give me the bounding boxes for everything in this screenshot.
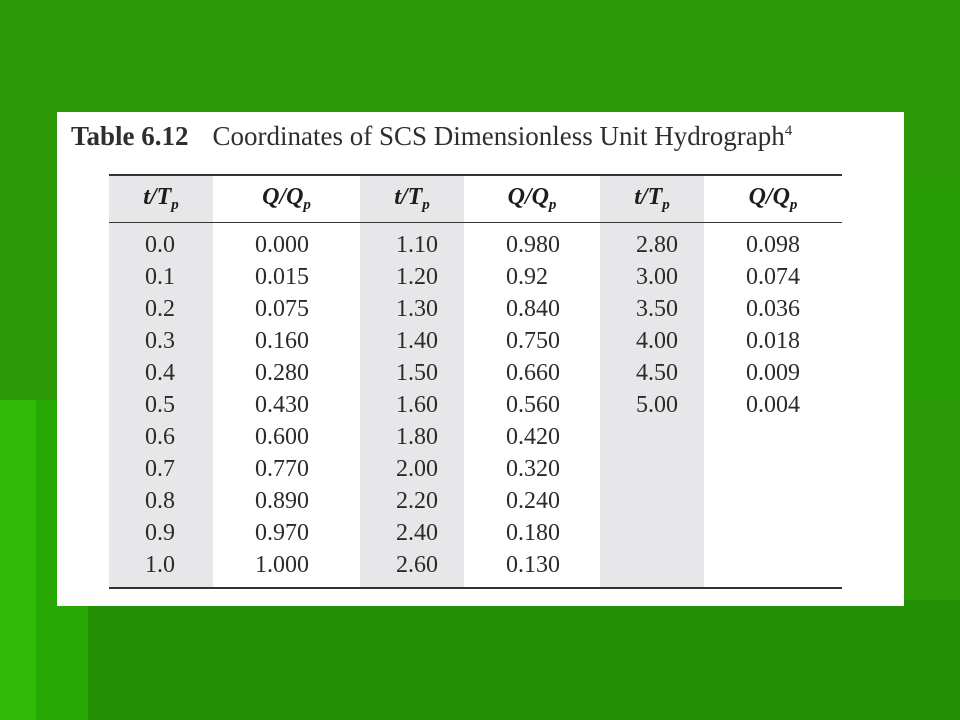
table-cell-t-tp: 2.80 <box>600 223 704 262</box>
table-row <box>109 549 842 588</box>
table-cell-empty <box>600 453 704 485</box>
table-row <box>109 389 842 421</box>
table-cell-q-qp: 0.018 <box>746 327 800 354</box>
table-cell-q-qp: 0.280 <box>255 359 309 386</box>
table-cell-t-tp: 4.00 <box>600 325 704 357</box>
table-cell-t-tp: 3.50 <box>600 293 704 325</box>
table-cell-t-tp: 3.00 <box>600 261 704 293</box>
table-cell-q-qp: 0.660 <box>506 359 560 386</box>
background-band <box>88 600 960 720</box>
table-cell-t-tp: 4.50 <box>600 357 704 389</box>
header-q-over-qp: $Q/Q_p$ <box>704 175 842 223</box>
table-cell-q-qp: 0.980 <box>506 231 560 258</box>
table-cell-t-tp: 2.20 <box>360 485 464 517</box>
header-q-over-qp: $Q/Q_p$ <box>464 175 600 223</box>
table-cell-t-tp: 0.7 <box>109 453 213 485</box>
table-row <box>109 293 842 325</box>
table-cell-q-qp: 0.130 <box>464 549 600 588</box>
table-cell-q-qp: 0.92 <box>506 263 548 290</box>
table-cell-q-qp: 0.180 <box>506 519 560 546</box>
table-cell-empty <box>704 549 842 588</box>
table-cell-t-tp: 2.40 <box>360 517 464 549</box>
table-number: Table 6.12 <box>71 121 189 151</box>
table-row <box>109 517 842 549</box>
table-title: Coordinates of SCS Dimensionless Unit Hydrograph <box>212 121 785 151</box>
table-row <box>109 453 842 485</box>
table-cell-q-qp: 0.970 <box>255 519 309 546</box>
table-cell-q-qp: 0.074 <box>746 263 800 290</box>
table-cell-empty <box>704 453 842 485</box>
table-cell-q-qp: 0.000 <box>255 231 309 258</box>
table-cell-t-tp: 1.0 <box>109 549 213 588</box>
header-t-over-tp: $t/T_p$ <box>360 175 464 223</box>
table-cell-q-qp: 0.009 <box>746 359 800 386</box>
table-cell-q-qp: 0.770 <box>255 455 309 482</box>
table-cell-t-tp: 1.60 <box>360 389 464 421</box>
header-t-over-tp: $t/T_p$ <box>600 175 704 223</box>
table-row <box>109 485 842 517</box>
table-cell-q-qp: 0.075 <box>255 295 309 322</box>
table-cell-q-qp: 0.560 <box>506 391 560 418</box>
table-header-row <box>109 175 842 223</box>
table-cell-t-tp: 0.9 <box>109 517 213 549</box>
table-cell-empty <box>704 485 842 517</box>
table-cell-t-tp: 1.30 <box>360 293 464 325</box>
table-cell-t-tp: 1.20 <box>360 261 464 293</box>
table-cell-q-qp: 0.160 <box>255 327 309 354</box>
table-cell-q-qp: 0.420 <box>506 423 560 450</box>
table-cell-empty <box>704 421 842 453</box>
table-cell-q-qp: 0.320 <box>506 455 560 482</box>
footnote-reference: 4 <box>784 123 793 139</box>
table-cell-q-qp: 0.840 <box>506 295 560 322</box>
table-cell-t-tp: 0.8 <box>109 485 213 517</box>
header-q-over-qp: $Q/Q_p$ <box>213 175 360 223</box>
background-band <box>0 400 36 720</box>
table-cell-t-tp: 0.3 <box>109 325 213 357</box>
table-cell-t-tp: 1.10 <box>360 223 464 262</box>
table-cell-t-tp: 1.50 <box>360 357 464 389</box>
table-cell-t-tp: 5.00 <box>600 389 704 421</box>
table-row <box>109 325 842 357</box>
table-cell-empty <box>704 517 842 549</box>
table-cell-q-qp: 0.240 <box>506 487 560 514</box>
table-cell-q-qp: 0.430 <box>255 391 309 418</box>
table-cell-q-qp: 0.036 <box>746 295 800 322</box>
table-row <box>109 357 842 389</box>
table-cell-empty <box>600 517 704 549</box>
hydrograph-table <box>109 174 842 589</box>
table-cell-empty <box>600 549 704 588</box>
table-cell-empty <box>600 485 704 517</box>
table-row <box>109 261 842 293</box>
table-cell-q-qp: 0.750 <box>506 327 560 354</box>
table-cell-empty <box>600 421 704 453</box>
table-cell-t-tp: 0.6 <box>109 421 213 453</box>
table-row <box>109 421 842 453</box>
table-cell-q-qp: 0.015 <box>255 263 309 290</box>
table-cell-q-qp: 0.004 <box>746 391 800 418</box>
table-cell-t-tp: 1.80 <box>360 421 464 453</box>
table-cell-t-tp: 2.00 <box>360 453 464 485</box>
table-image-panel <box>57 112 904 606</box>
table-row <box>109 223 842 262</box>
table-cell-t-tp: 0.2 <box>109 293 213 325</box>
table-cell-q-qp: 1.000 <box>213 549 360 588</box>
table-cell-q-qp: 0.098 <box>746 231 800 258</box>
table-cell-t-tp: 2.60 <box>360 549 464 588</box>
table-cell-t-tp: 1.40 <box>360 325 464 357</box>
table-cell-t-tp: 0.4 <box>109 357 213 389</box>
table-cell-t-tp: 0.5 <box>109 389 213 421</box>
table-cell-q-qp: 0.890 <box>255 487 309 514</box>
table-cell-t-tp: 0.0 <box>109 223 213 262</box>
table-caption <box>71 121 792 152</box>
table-cell-t-tp: 0.1 <box>109 261 213 293</box>
header-t-over-tp: $t/T_p$ <box>109 175 213 223</box>
table-cell-q-qp: 0.600 <box>255 423 309 450</box>
